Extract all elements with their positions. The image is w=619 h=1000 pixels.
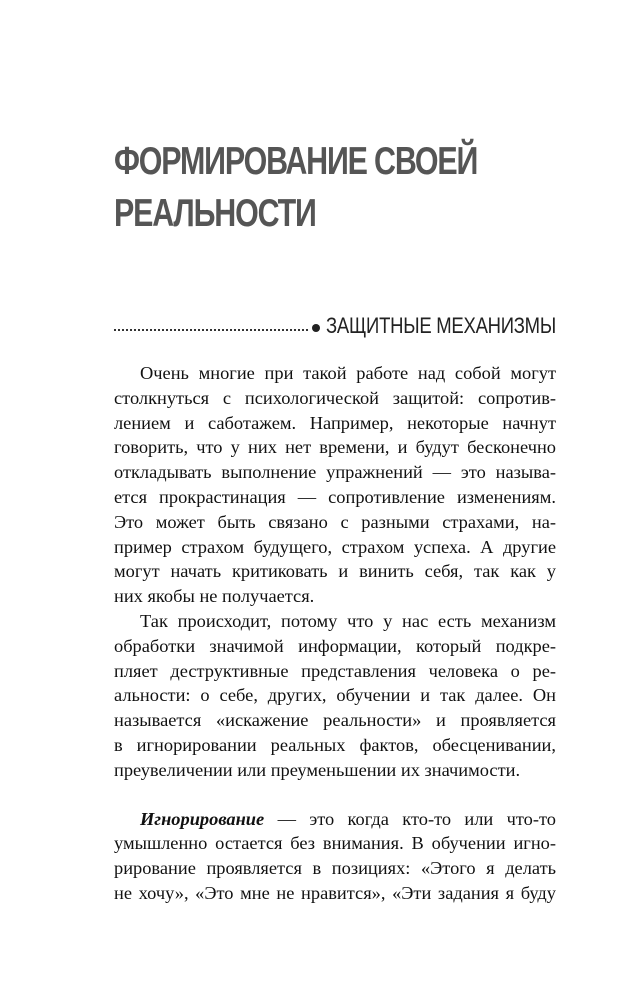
dotted-leader: [114, 329, 308, 331]
text-line: в игнорировании реальных фактов, обесценивании,: [114, 734, 556, 755]
paragraph-3: [114, 807, 556, 906]
text-line: Очень многие при такой работе над собой могут: [140, 363, 556, 383]
body-text: [114, 361, 556, 906]
text-line: обработки значимой информации, который подкре-: [114, 635, 556, 656]
text-line: пляет деструктивные представления человека о ре-: [114, 660, 556, 681]
text-line: [114, 807, 556, 832]
text-line: них якобы не получается.: [114, 586, 315, 607]
text-line: умышленно остается без внимания. В обучении игно-: [114, 833, 556, 854]
text-line: лением и саботажем. Например, некоторые начнут: [114, 412, 556, 433]
paragraph-2: [114, 609, 556, 783]
paragraph-gap: [114, 783, 556, 807]
bullet-dot-icon: [312, 324, 320, 332]
chapter-title-line-1: ФОРМИРОВАНИЕ СВОЕЙ: [114, 140, 478, 183]
text-line: называется «искажение реальности» и проявляется: [114, 710, 556, 731]
section-heading: [114, 313, 556, 339]
section-heading-text: ЗАЩИТНЫЕ МЕХАНИЗМЫ: [326, 313, 556, 338]
text-line: ется прокрастинация — сопротивление изменениям.: [114, 486, 556, 507]
text-line: альности: о себе, других, обучении и так далее. Он: [114, 685, 556, 706]
text-line: Это может быть связано с разными страхами, на-: [114, 511, 556, 532]
text-line: пример страхом будущего, страхом успеха. А другие: [114, 536, 556, 557]
text-line: преувеличении или преуменьшении их значимости.: [114, 759, 521, 780]
term-ignoring: Игнорирование: [140, 808, 265, 829]
text-line: не хочу», «Это мне не нравится», «Эти задания я буду: [114, 882, 556, 903]
chapter-title-line-2: РЕАЛЬНОСТИ: [114, 192, 316, 235]
text-line: Так происходит, потому что у нас есть механизм: [140, 610, 556, 631]
paragraph-1: [114, 361, 556, 609]
chapter-title: [114, 136, 478, 240]
text-line: говорить, что у них нет времени, и будут бесконечно: [114, 437, 556, 458]
text-line: откладывать выполнение упражнений — это называ-: [114, 462, 556, 483]
term-definition-start: — это когда кто-то или что-то: [264, 808, 556, 829]
text-line: рирование проявляется в позициях: «Этого я делать: [114, 858, 556, 879]
text-line: столкнуться с психологической защитой: сопротив-: [114, 387, 556, 408]
text-line: могут начать критиковать и винить себя, так как у: [114, 561, 556, 582]
